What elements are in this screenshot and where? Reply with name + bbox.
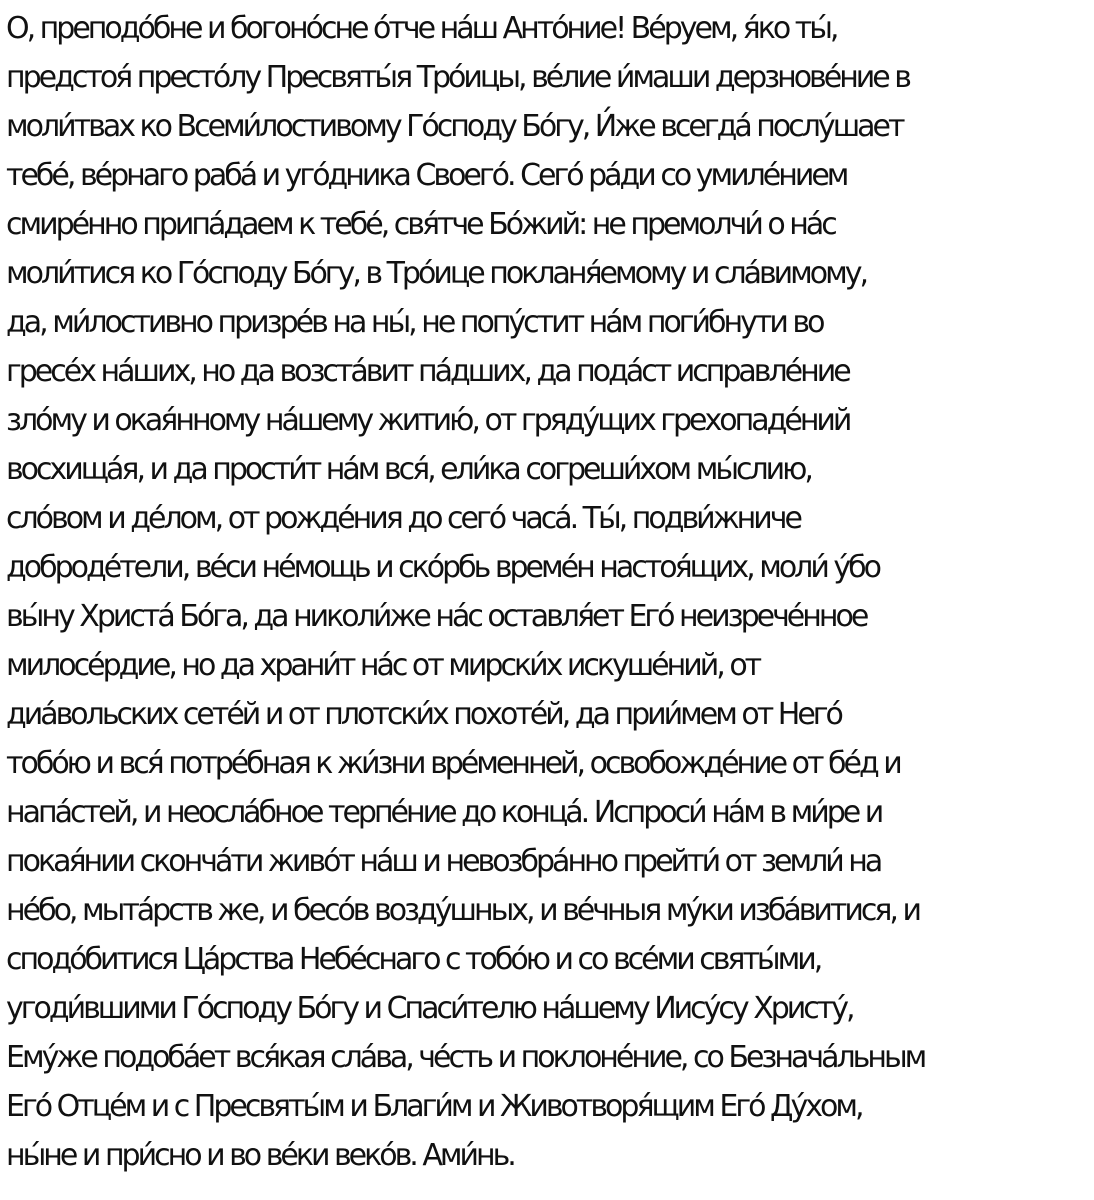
text-line: зло́му и окая́нному на́шему житию́, от гряду́щих грехопаде́ний — [6, 403, 850, 438]
text-line: моли́тися ко Го́споду Бо́гу, в Тро́ице покланя́емому и сла́вимому, — [6, 256, 867, 291]
text-line: покая́нии сконча́ти живо́т на́ш и невозбра́нно прейти́ от земли́ на — [6, 844, 881, 879]
text-line: сподо́битися Ца́рства Небе́снаго с тобо́ю и со все́ми святы́ми, — [6, 942, 821, 977]
text-line: диа́вольских сете́й и от плотски́х похоте́й, да прии́мем от Него́ — [6, 697, 841, 732]
text-line: моли́твах ко Всеми́лостивому Го́споду Бо́гу, И́же всегда́ послу́шает — [6, 109, 903, 144]
text-line: доброде́тели, ве́си не́мощь и ско́рбь време́н настоя́щих, моли́ у́бо — [6, 550, 880, 585]
text-line: Его́ Отце́м и с Пресвяты́м и Благи́м и Животворя́щим Его́ Ду́хом, — [6, 1089, 862, 1124]
text-line: сло́вом и де́лом, от рожде́ния до сего́ часа́. Ты́, подви́жниче — [6, 501, 800, 536]
text-line: угоди́вшими Го́споду Бо́гу и Спаси́телю на́шему Иису́су Христу́, — [6, 991, 853, 1026]
text-line: вы́ну Христа́ Бо́га, да николи́же на́с оставля́ет Его́ неизрече́нное — [6, 599, 867, 634]
text-line: тебе́, ве́рнаго раба́ и уго́дника Своего́. Сего́ ра́ди со умиле́нием — [6, 158, 847, 193]
text-line: гресе́х на́ших, но да возста́вит па́дших, да пода́ст исправле́ние — [6, 354, 849, 389]
text-line: напа́стей, и неосла́бное терпе́ние до конца́. Испроси́ на́м в ми́ре и — [6, 795, 882, 830]
text-line: да, ми́лостивно призре́в на ны́, не попу́стит на́м поги́бнути во — [6, 305, 823, 340]
text-line: ны́не и при́сно и во ве́ки веко́в. Ами́нь. — [6, 1138, 514, 1173]
text-line: восхища́я, и да прости́т на́м вся́, ели́ка согреши́хом мы́слию, — [6, 452, 811, 487]
text-line: смире́нно припа́даем к тебе́, свя́тче Бо́жий: не премолчи́ о на́с — [6, 207, 835, 242]
text-line: не́бо, мыта́рств же, и бесо́в возду́шных, и ве́чныя му́ки изба́витися, и — [6, 893, 919, 928]
prayer-text — [6, 4, 1094, 1180]
text-line: Ему́же подоба́ет вся́кая сла́ва, че́сть и поклоне́ние, со Безнача́льным — [6, 1040, 925, 1075]
text-line: тобо́ю и вся́ потре́бная к жи́зни вре́менней, освобожде́ние от бе́д и — [6, 746, 900, 781]
text-line: милосе́рдие, но да храни́т на́с от мирски́х искуше́ний, от — [6, 648, 760, 683]
text-line: О, преподо́бне и богоно́сне о́тче на́ш Анто́ние! Ве́руем, я́ко ты́, — [6, 11, 837, 46]
text-line: предстоя́ престо́лу Пресвяты́я Тро́ицы, ве́лие и́маши дерзнове́ние в — [6, 60, 909, 95]
